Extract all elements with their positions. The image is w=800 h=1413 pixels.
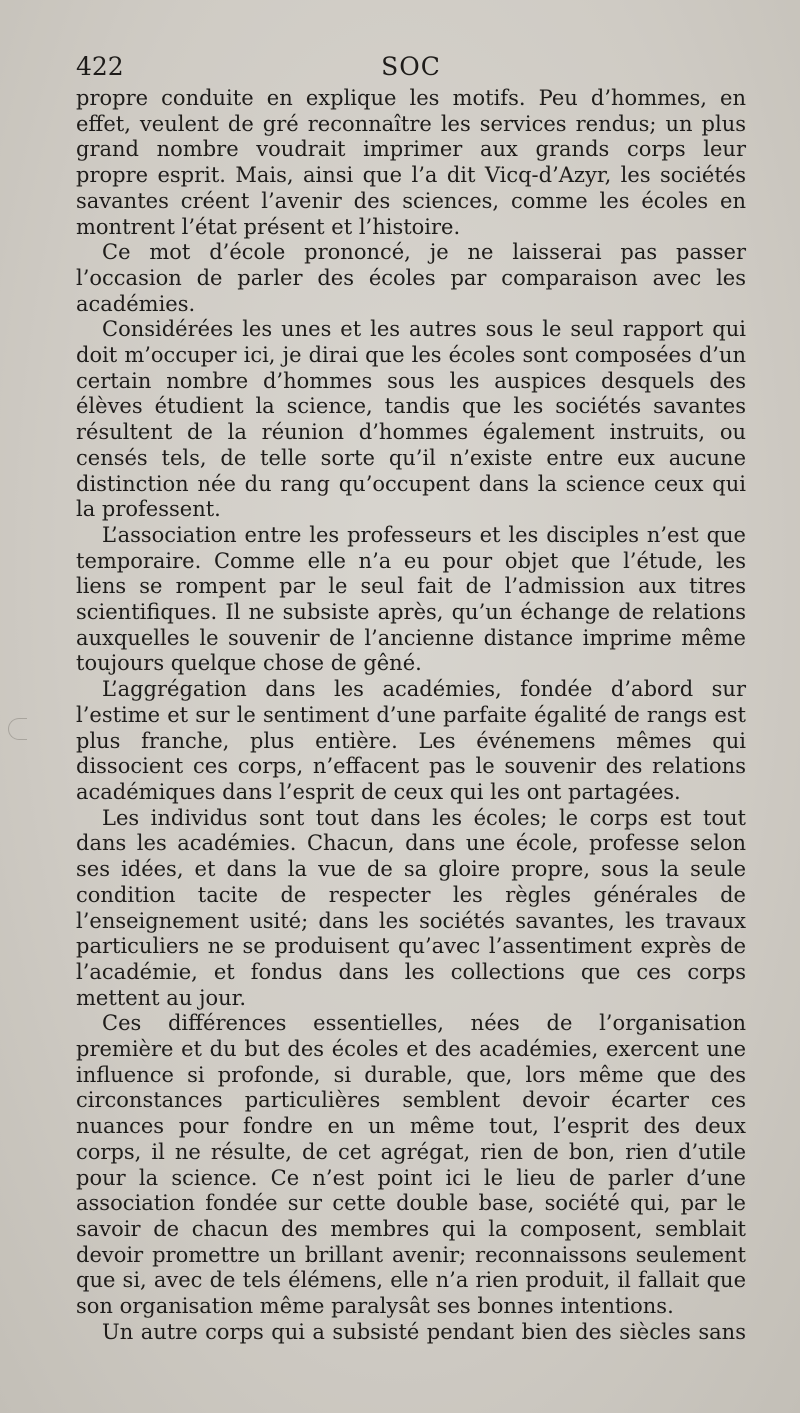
page-number: 422 (76, 52, 124, 81)
paragraph: Ce mot d’école prononcé, je ne laisserai pas passer l’occasion de parler des écoles par comparaison avec les académies. (76, 240, 746, 316)
paragraph: Les individus sont tout dans les écoles; le corps est tout dans les académies. Chacun, dans une école, professe selon ses idées, et dans la vue de sa gloire propre, sous la seule condition tacite de respecter les règles générales de l’enseignement usité; dans les sociétés savantes, les travaux particuliers ne se produisent qu’avec l’assentiment exprès de l’académie, et fondus dans les collections que ces corps mettent au jour. (76, 805, 746, 1010)
paragraph: Un autre corps qui a subsisté pendant bien des siècles sans (102, 1319, 746, 1344)
margin-binding-mark (8, 718, 27, 740)
page-header (76, 52, 746, 86)
paragraph: propre conduite en explique les motifs. Peu d’hommes, en effet, veulent de gré reconnaître les services rendus; un plus grand nombre voudrait imprimer aux grands corps leur propre esprit. Mais, ainsi que l’a dit Vicq-d’Azyr, les sociétés savantes créent l’avenir des sciences, comme les écoles en montrent l’état présent et l’histoire. (76, 86, 746, 239)
body-text (76, 86, 746, 1345)
paragraph: Considérées les unes et les autres sous le seul rapport qui doit m’occuper ici, je dirai que les écoles sont composées d’un certain nombre d’hommes sous les auspices desquels des élèves étudient la science, tandis que les sociétés savantes résultent de la réunion d’hommes également instruits, ou censés tels, de telle sorte qu’il n’existe entre eux aucune distinction née du rang qu’occupent dans la science ceux qui la professent. (76, 317, 746, 522)
paragraph: L’association entre les professeurs et les disciples n’est que temporaire. Comme elle n’a eu pour objet que l’étude, les liens se rompent par le seul fait de l’admission aux titres scientifiques. Il ne subsiste après, qu’un échange de relations auxquelles le souvenir de l’ancienne distance imprime même toujours quelque chose de gêné. (76, 522, 746, 676)
paragraph: L’aggrégation dans les académies, fondée d’abord sur l’estime et sur le sentiment d’une parfaite égalité de rangs est plus franche, plus entière. Les événemens mêmes qui dissocient ces corps, n’effacent pas le souvenir des relations académiques dans l’esprit de ceux qui les ont partagées. (76, 677, 746, 804)
running-head: SOC (381, 52, 441, 81)
paragraph: Ces différences essentielles, nées de l’organisation première et du but des écoles et des académies, exercent une influence si profonde, si durable, que, lors même que des circonstances particulières semblent devoir écarter ces nuances pour fondre en un même tout, l’esprit des deux corps, il ne résulte, de cet agrégat, rien de bon, rien d’utile pour la science. Ce n’est point ici le lieu de parler d’une association fondée sur cette double base, société qui, par le savoir de chacun des membres qui la composent, semblait devoir promettre un brillant avenir; reconnaissons seulement que si, avec de tels élémens, elle n’a rien produit, il fallait que son organisation même paralysât ses bonnes intentions. (76, 1011, 746, 1319)
